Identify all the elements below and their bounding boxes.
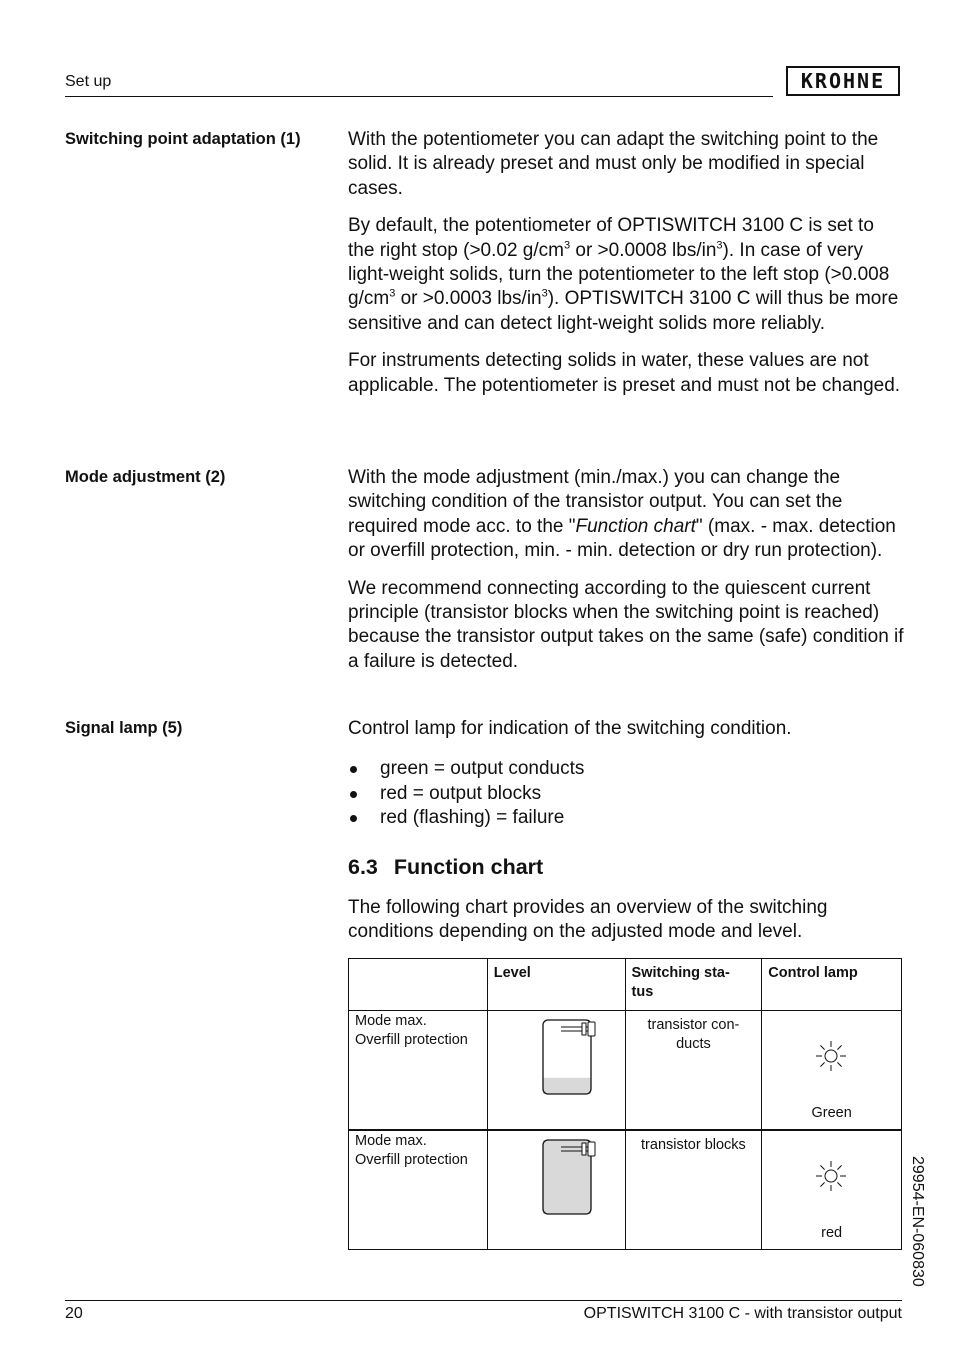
footer-rule [65,1300,902,1301]
sensor-head [588,1142,595,1156]
bullet-list [348,757,904,830]
list-item-text: red = output blocks [380,782,542,804]
table-header-row [349,959,902,1011]
sensor-head [588,1022,595,1036]
footer-title: OPTISWITCH 3100 C - with transistor output [583,1305,902,1322]
document-id: 29954-EN-060830 [909,1156,926,1287]
lamp-text: Green [811,1105,852,1121]
paragraph-density [348,214,904,336]
level-cell [487,1130,625,1250]
table-row [349,1130,902,1250]
text-run: With the mode adjustment (min./max.) you can change the switching condition of the transistor output. You can set the required mode acc. to the " [348,467,843,537]
text-run: " (max. - max. detection or overfill protection, min. - min. detection or dry run protection). [348,515,896,562]
status-text: transistor blocks [641,1137,746,1153]
lamp-cell [762,1011,902,1131]
vessel-icon [516,1016,596,1098]
status-cell [625,1011,762,1131]
bullet-icon [350,791,357,798]
table-row [349,1011,902,1131]
lamp-icon [814,1039,848,1073]
bullet-icon [350,766,357,773]
header-cell-level: Level [487,959,625,1011]
heading-signal-lamp: Signal lamp (5) [65,719,183,737]
list-item [348,757,904,781]
paragraph: Control lamp for indication of the switching condition. [348,718,792,739]
text-run: or >0.0003 lbs/in [395,288,542,310]
mode-cell [349,1130,488,1250]
level-cell [487,1011,625,1131]
function-chart-intro: The following chart provides an overview of the switching conditions depending on the adjusted mode and level. [348,897,828,943]
sensor-flange [582,1143,586,1155]
header-status-text: Switching sta- tus [631,965,730,1000]
text-run: ). In case of very light-weight solids, turn the potentiometer to the left stop (>0.008 g/cm [348,239,890,310]
sensor-flange [582,1023,586,1035]
mode-cell [349,1011,488,1131]
list-item-text: red (flashing) = failure [380,807,565,829]
mode-adjustment-body [348,466,904,687]
italic-run: Function chart [575,515,696,537]
mode-text: Mode max. Overfill protection [355,1013,468,1048]
header-section-label: Set up [65,73,112,90]
superscript: 3 [563,239,571,252]
paragraph [348,466,904,564]
paragraph: We recommend connecting according to the quiescent current principle (transistor blocks when the switching point is reached) because the transistor output takes on the same (safe) condition if a failure is detected. [348,577,904,672]
header-cell-mode [349,959,488,1011]
bullet-icon [350,815,357,822]
switching-point-body [348,128,904,411]
section-title-text: Function chart [393,855,544,879]
status-cell [625,1130,762,1250]
superscript: 3 [716,239,723,252]
list-item [348,782,904,806]
page-number: 20 [65,1305,83,1322]
mode-text: Mode max. Overfill protection [355,1133,468,1168]
paragraph: With the potentiometer you can adapt the switching point to the solid. It is already preset and must only be modified in special cases. [348,129,879,199]
vessel-icon [516,1136,596,1218]
list-item-text: green = output conducts [380,758,585,780]
section-number: 6.3 [348,855,378,879]
lamp-cell [762,1130,902,1250]
lamp-icon [814,1159,848,1193]
header-cell-lamp: Control lamp [762,959,902,1011]
list-item [348,806,904,830]
superscript: 3 [389,288,396,301]
heading-mode-adjustment: Mode adjustment (2) [65,468,226,486]
function-chart-table [348,958,902,1250]
text-run: or >0.0008 lbs/in [570,239,717,261]
vessel-fill [543,1078,591,1094]
text-run: ). OPTISWITCH 3100 C will thus be more sensitive and can detect light-weight solids more reliably. [348,288,899,334]
superscript: 3 [541,288,548,301]
section-title [348,855,543,880]
header-rule [65,96,773,97]
heading-switching-point: Switching point adaptation (1) [65,130,301,148]
lamp-text: red [821,1225,843,1241]
paragraph: For instruments detecting solids in water, these values are not applicable. The potentiometer is preset and must not be changed. [348,350,901,396]
header-cell-status [625,959,762,1011]
status-text: transistor con- ducts [647,1017,740,1052]
text-run: By default, the potentiometer of OPTISWITCH 3100 C is set to the right stop (>0.02 g/cm [348,215,874,261]
krohne-logo: KROHNE [786,66,900,96]
signal-lamp-body [348,717,904,831]
